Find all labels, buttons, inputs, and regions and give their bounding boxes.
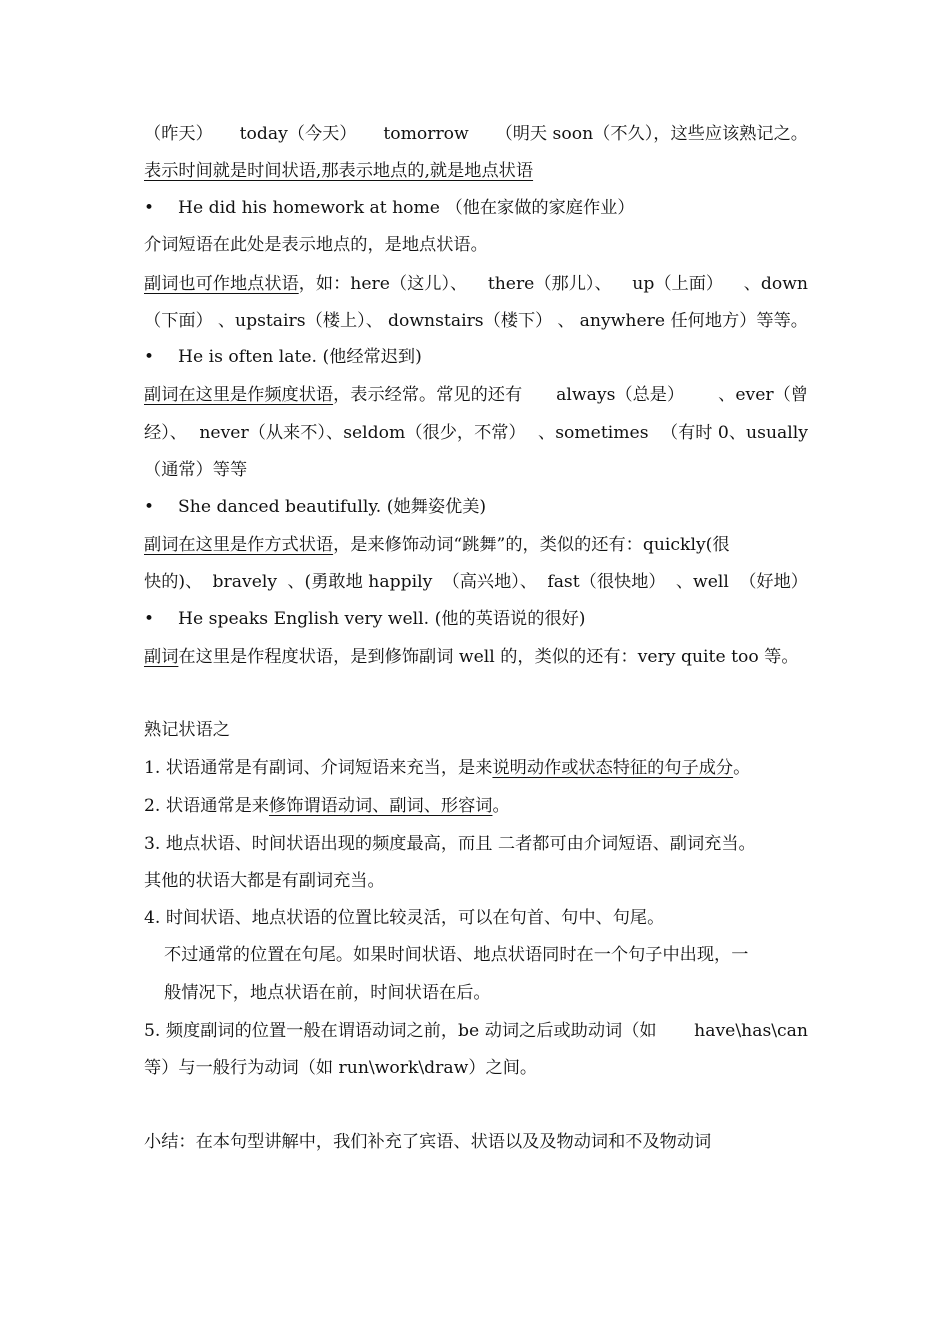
- numbered-item-5-cont: 等）与一般行为动词（如 run\work\draw）之间。: [144, 1058, 538, 1078]
- example-sentence-danced: She danced beautifully. (她舞姿优美): [178, 497, 487, 517]
- numbered-item-2: 2. 状语通常是来修饰谓语动词、副词、形容词。: [144, 796, 510, 816]
- text-line-prepositional-phrase: 介词短语在此处是表示地点的，是地点状语。: [144, 235, 488, 255]
- bullet-icon: •: [144, 347, 155, 367]
- numbered-item-3: 3. 地点状语、时间状语出现的频度最高，而且 二者都可由介词短语、副词充当。: [144, 834, 756, 854]
- bullet-icon: •: [144, 198, 155, 218]
- numbered-item-4-cont2: 般情况下，地点状语在前，时间状语在后。: [164, 983, 491, 1003]
- section-heading: 熟记状语之: [144, 720, 230, 740]
- numbered-item-4-cont: 不过通常的位置在句尾。如果时间状语、地点状语同时在一个句子中出现，一: [164, 945, 749, 965]
- underlined-heading-place-adverbial: 表示时间就是时间状语,那表示地点的,就是地点状语: [144, 161, 534, 181]
- text-line-frequency-adverbial: 副词在这里是作频度状语，表示经常。常见的还有 always（总是） 、ever（曾: [144, 385, 808, 405]
- numbered-item-4: 4. 时间状语、地点状语的位置比较灵活，可以在句首、句中、句尾。: [144, 908, 665, 928]
- text-line-adverb-place: 副词也可作地点状语，如：here（这儿）、 there（那儿）、 up（上面） 、down: [144, 274, 808, 294]
- bullet-icon: •: [144, 497, 155, 517]
- example-sentence-late: He is often late. (他经常迟到): [178, 347, 422, 367]
- text-line-place-words: （下面） 、upstairs（楼上）、 downstairs（楼下） 、 anywhere 任何地方）等等。: [144, 311, 808, 331]
- text-line-manner-words: 快的)、 bravely 、(勇敢地 happily （高兴地）、 fast（很快地） 、well （好地）: [144, 572, 808, 592]
- numbered-item-1: 1. 状语通常是有副词、介词短语来充当，是来说明动作或状态特征的句子成分。: [144, 758, 751, 778]
- text-line-frequency-words: 经）、 never（从来不）、seldom（很少，不常） 、sometimes （有时 0、usually: [144, 423, 808, 443]
- numbered-item-3-cont: 其他的状语大都是有副词充当。: [144, 871, 385, 891]
- text-line-time-words: （昨天） today（今天） tomorrow （明天 soon（不久），这些应该熟记之。: [144, 124, 808, 144]
- numbered-item-5: 5. 频度副词的位置一般在谓语动词之前，be 动词之后或助动词（如 have\has\can: [144, 1021, 808, 1041]
- text-line-manner-adverbial: 副词在这里是作方式状语，是来修饰动词“跳舞”的，类似的还有：quickly(很: [144, 535, 730, 555]
- summary-text: 小结：在本句型讲解中，我们补充了宾语、状语以及及物动词和不及物动词: [144, 1132, 712, 1152]
- text-line-usually: （通常）等等: [144, 460, 248, 480]
- bullet-icon: •: [144, 609, 155, 629]
- example-sentence-speaks: He speaks English very well. (他的英语说的很好): [178, 609, 586, 629]
- text-line-degree-adverbial: 副词在这里是作程度状语，是到修饰副词 well 的，类似的还有：very quite too 等。: [144, 647, 799, 667]
- example-sentence-homework: He did his homework at home （他在家做的家庭作业）: [178, 198, 635, 218]
